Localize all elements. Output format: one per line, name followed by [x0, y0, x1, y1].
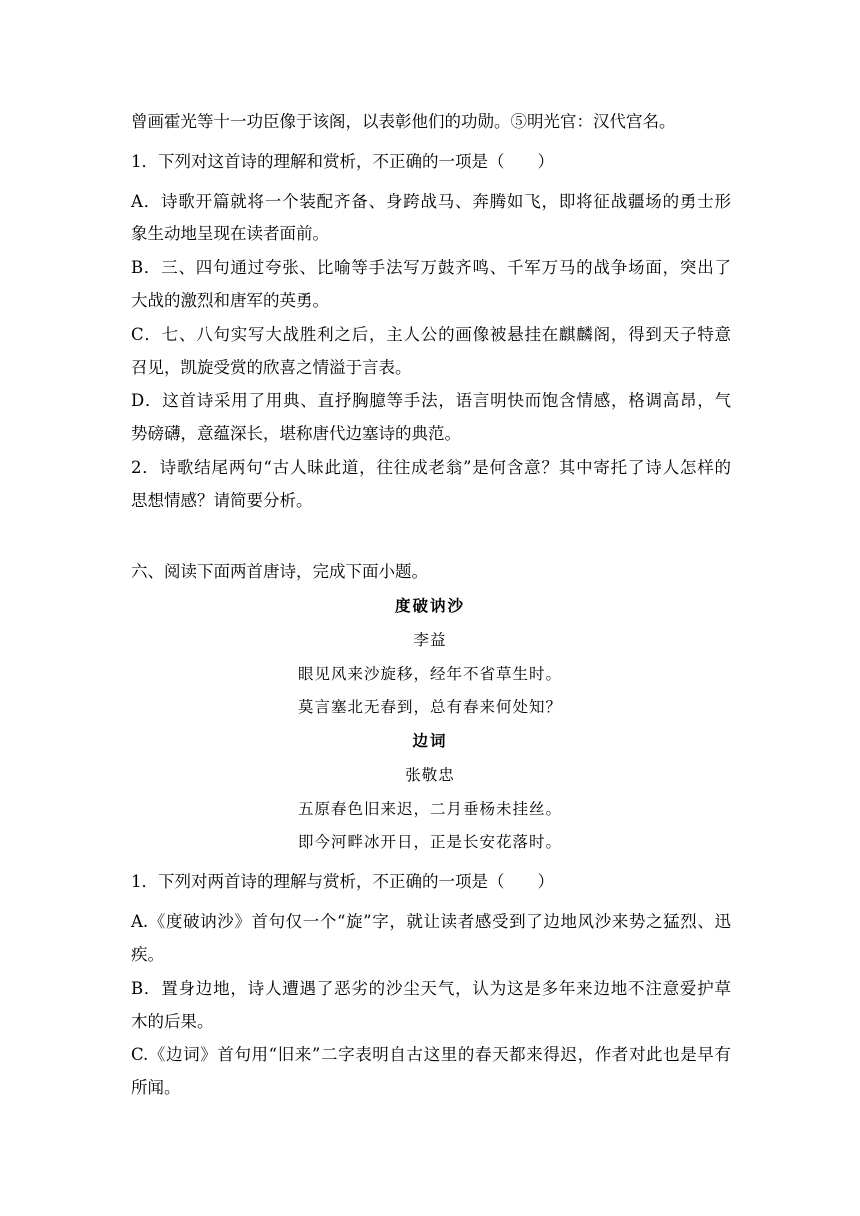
- question-1-stem: 1．下列对这首诗的理解和赏析，不正确的一项是（ ）: [131, 152, 554, 171]
- option-a-line-1: A．诗歌开篇就将一个装配齐备、身跨战马、奔腾如飞，即将征战疆场的勇士形: [131, 192, 731, 211]
- option-b-line-1: B．三、四句通过夸张、比喻等手法写万鼓齐鸣、千军万马的战争场面，突出了: [131, 258, 731, 277]
- section-6-heading: 六、阅读下面两首唐诗，完成下面小题。: [131, 562, 428, 581]
- section-6-option-a-line-2: 疾。: [131, 945, 164, 964]
- poem-b-title: 边词: [412, 731, 448, 750]
- section-6-option-c-line-2: 所闻。: [131, 1078, 181, 1097]
- option-d-line-2: 势磅礴，意蕴深长，堪称唐代边塞诗的典范。: [131, 424, 461, 443]
- option-c-line-1: C．七、八句实写大战胜利之后，主人公的画像被悬挂在麒麟阁，得到天子特意: [131, 325, 731, 344]
- poem-a-line-2: 莫言塞北无春到，总有春来何处知？: [297, 698, 562, 716]
- poem-b-author: 张敬忠: [405, 766, 455, 784]
- poem-a-line-1: 眼见风来沙旋移，经年不省草生时。: [297, 665, 562, 683]
- annotation-tail: 曾画霍光等十一功臣像于该阁，以表彰他们的功勋。⑤明光官：汉代宫名。: [131, 112, 676, 131]
- option-c-line-2: 召见，凯旋受赏的欣喜之情溢于言表。: [131, 358, 412, 377]
- section-6-option-a-line-1: A.《度破讷沙》首句仅一个“旋”字，就让读者感受到了边地风沙来势之猛烈、迅: [131, 912, 731, 931]
- section-6-question-1-stem: 1．下列对两首诗的理解与赏析，不正确的一项是（ ）: [131, 872, 554, 891]
- poem-a-title: 度破讷沙: [394, 596, 465, 615]
- section-6-option-c-line-1: C.《边词》首句用“旧来”二字表明自古这里的春天都来得迟，作者对此也是早有: [131, 1045, 731, 1064]
- option-a-line-2: 象生动地呈现在读者面前。: [131, 224, 329, 243]
- question-2-line-2: 思想情感？请简要分析。: [131, 491, 313, 510]
- poem-a-author: 李益: [413, 631, 447, 649]
- section-6-option-b-line-1: B．置身边地，诗人遭遇了恶劣的沙尘天气，认为这是多年来边地不注意爱护草: [131, 979, 731, 998]
- section-6-option-b-line-2: 木的后果。: [131, 1012, 214, 1031]
- poem-b-line-1: 五原春色旧来迟，二月垂杨未挂丝。: [297, 800, 562, 818]
- option-d-line-1: D．这首诗采用了用典、直抒胸臆等手法，语言明快而饱含情感，格调高昂，气: [131, 391, 731, 410]
- option-b-line-2: 大战的激烈和唐军的英勇。: [131, 291, 329, 310]
- poem-b-line-2: 即今河畔冰开日，正是长安花落时。: [297, 833, 562, 851]
- question-2-line-1: 2．诗歌结尾两句“古人昧此道，往往成老翁”是何含意？其中寄托了诗人怎样的: [131, 458, 731, 477]
